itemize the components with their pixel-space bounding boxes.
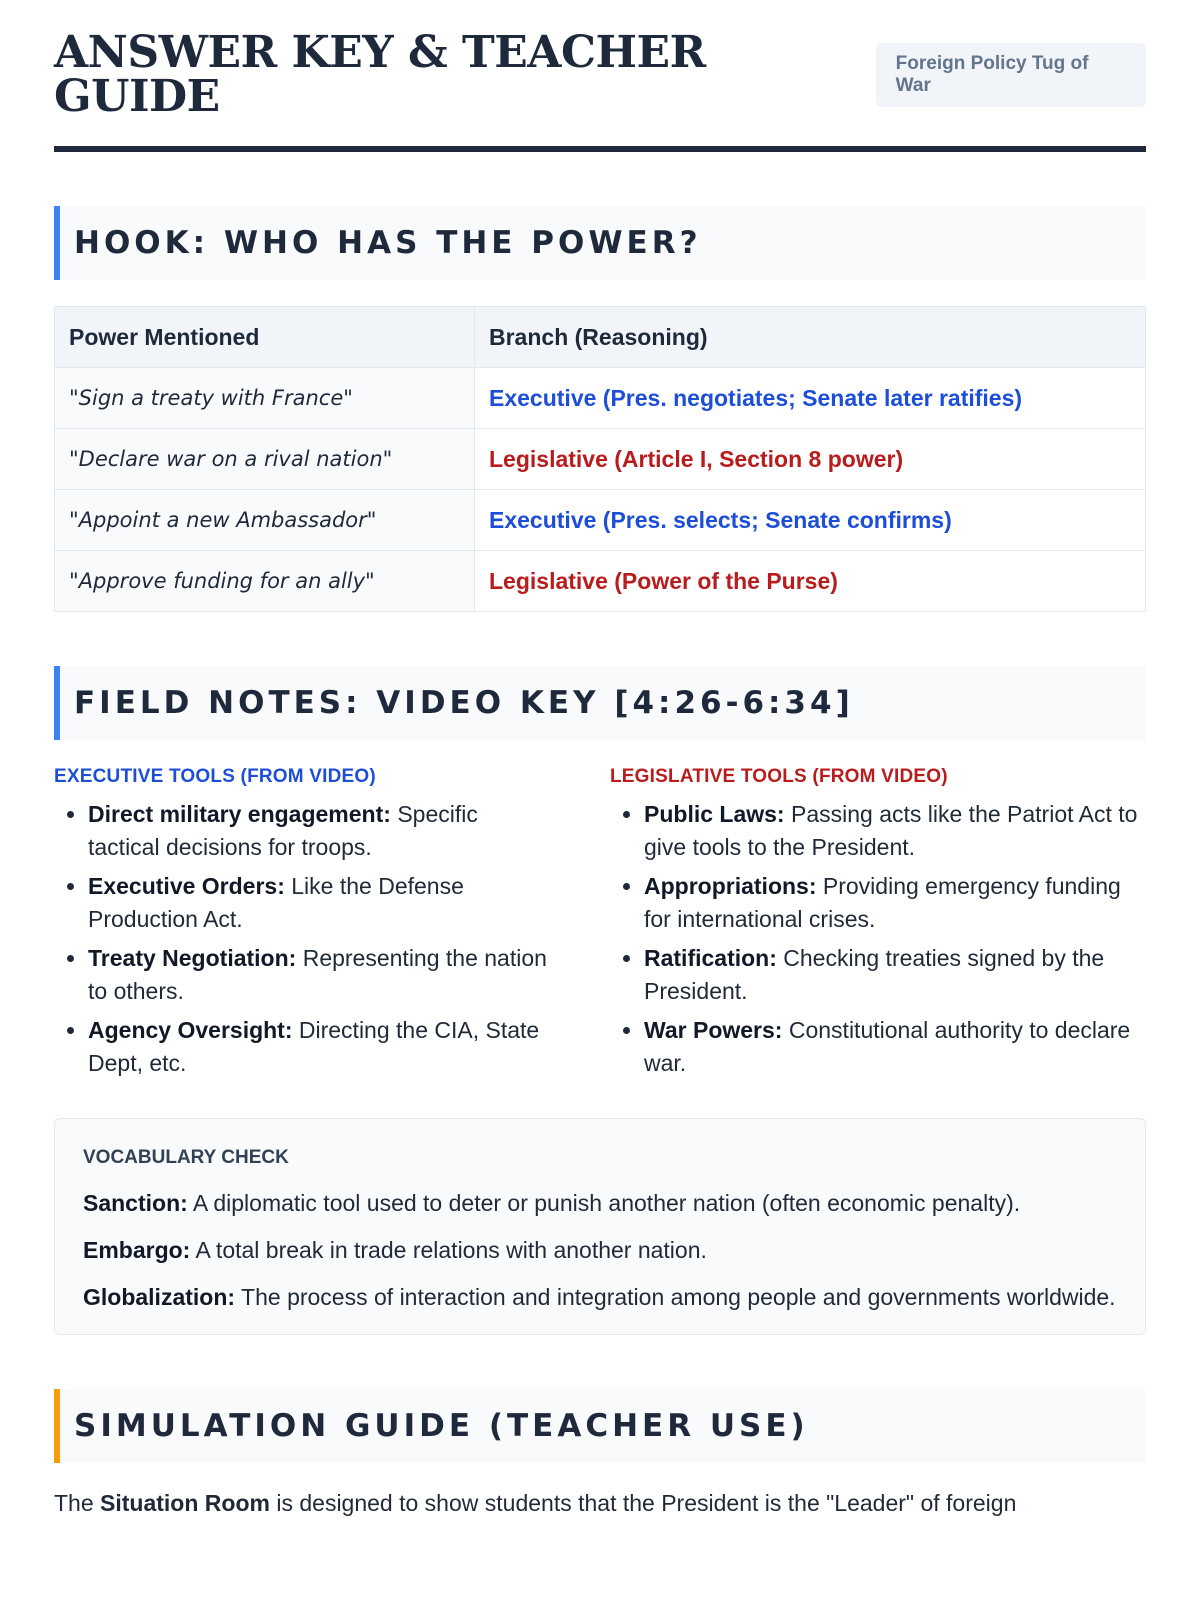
- field-notes-section-heading: [54, 666, 1146, 740]
- tool-desc: Providing emergency funding for international crises.: [644, 873, 1121, 932]
- vocabulary-check-box: [54, 1118, 1146, 1335]
- legislative-tools-title: LEGISLATIVE TOOLS (FROM VIDEO): [610, 766, 948, 787]
- tool-desc: Passing acts like the Patriot Act to give tools to the President.: [644, 801, 1138, 860]
- hook-section-heading: [54, 206, 1146, 280]
- vocab-entry: [83, 1187, 1117, 1220]
- page-title: ANSWER KEY & TEACHER GUIDE: [54, 27, 706, 122]
- simulation-heading-text: SIMULATION GUIDE (TEACHER USE): [74, 1408, 809, 1444]
- branch-cell: Legislative (Article I, Section 8 power): [475, 429, 1146, 490]
- legislative-tools-list: [610, 798, 1146, 1080]
- simulation-section-heading: [54, 1389, 1146, 1463]
- tool-desc: Specific tactical decisions for troops.: [88, 801, 478, 860]
- executive-tools-column: [54, 766, 600, 1086]
- tool-term: Public Laws:: [644, 801, 785, 827]
- power-cell: "Appoint a new Ambassador": [55, 490, 475, 551]
- vocab-definition: The process of interaction and integration among people and governments worldwide.: [241, 1284, 1116, 1310]
- vocab-definition: A total break in trade relations with another nation.: [195, 1237, 707, 1263]
- situation-room-term: Situation Room: [100, 1490, 270, 1516]
- tools-columns: [54, 766, 1146, 1086]
- table-row: [55, 368, 1146, 429]
- field-notes-heading-text: FIELD NOTES: VIDEO KEY [4:26-6:34]: [74, 685, 854, 721]
- list-item: [88, 870, 550, 936]
- topic-tag: Foreign Policy Tug of War: [876, 43, 1146, 107]
- tool-desc: Representing the nation to others.: [88, 945, 547, 1004]
- tool-desc: Checking treaties signed by the President.: [644, 945, 1105, 1004]
- executive-tools-list: [54, 798, 550, 1080]
- table-row: [55, 551, 1146, 612]
- vocab-term: Embargo:: [83, 1237, 191, 1263]
- legislative-tools-column: [600, 766, 1146, 1086]
- branch-cell: Legislative (Power of the Purse): [475, 551, 1146, 612]
- intro-pre: The: [54, 1490, 94, 1516]
- vocab-term: Globalization:: [83, 1284, 236, 1310]
- simulation-intro-text: [54, 1487, 1146, 1520]
- vocab-entry: [83, 1234, 1117, 1267]
- column-header-power: Power Mentioned: [55, 307, 475, 368]
- executive-tools-title: EXECUTIVE TOOLS (FROM VIDEO): [54, 766, 376, 787]
- list-item: [644, 1014, 1146, 1080]
- hook-heading-text: HOOK: WHO HAS THE POWER?: [74, 225, 702, 261]
- table-row: [55, 490, 1146, 551]
- vocab-definition: A diplomatic tool used to deter or punish another nation (often economic penalty).: [192, 1190, 1021, 1216]
- list-item: [644, 942, 1146, 1008]
- list-item: [88, 942, 550, 1008]
- branch-cell: Executive (Pres. selects; Senate confirms): [475, 490, 1146, 551]
- tool-term: Executive Orders:: [88, 873, 285, 899]
- list-item: [88, 1014, 550, 1080]
- column-header-branch: Branch (Reasoning): [475, 307, 1146, 368]
- power-cell: "Approve funding for an ally": [55, 551, 475, 612]
- vocab-entry: [83, 1281, 1117, 1314]
- tool-term: Ratification:: [644, 945, 777, 971]
- list-item: [644, 798, 1146, 864]
- vocab-term: Sanction:: [83, 1190, 188, 1216]
- branch-cell: Executive (Pres. negotiates; Senate later ratifies): [475, 368, 1146, 429]
- table-header-row: [55, 307, 1146, 368]
- tool-desc: Directing the CIA, State Dept, etc.: [88, 1017, 540, 1076]
- tool-term: War Powers:: [644, 1017, 783, 1043]
- page-header: [54, 0, 1146, 152]
- tool-term: Agency Oversight:: [88, 1017, 293, 1043]
- list-item: [88, 798, 550, 864]
- intro-post: is designed to show students that the President is the "Leader" of foreign: [276, 1490, 1017, 1516]
- tool-term: Appropriations:: [644, 873, 817, 899]
- tool-term: Treaty Negotiation:: [88, 945, 297, 971]
- list-item: [644, 870, 1146, 936]
- power-cell: "Sign a treaty with France": [55, 368, 475, 429]
- tool-desc: Like the Defense Production Act.: [88, 873, 464, 932]
- table-row: [55, 429, 1146, 490]
- power-cell: "Declare war on a rival nation": [55, 429, 475, 490]
- tool-term: Direct military engagement:: [88, 801, 391, 827]
- vocabulary-check-title: VOCABULARY CHECK: [83, 1147, 289, 1168]
- tool-desc: Constitutional authority to declare war.: [644, 1017, 1131, 1076]
- power-table: [54, 306, 1146, 612]
